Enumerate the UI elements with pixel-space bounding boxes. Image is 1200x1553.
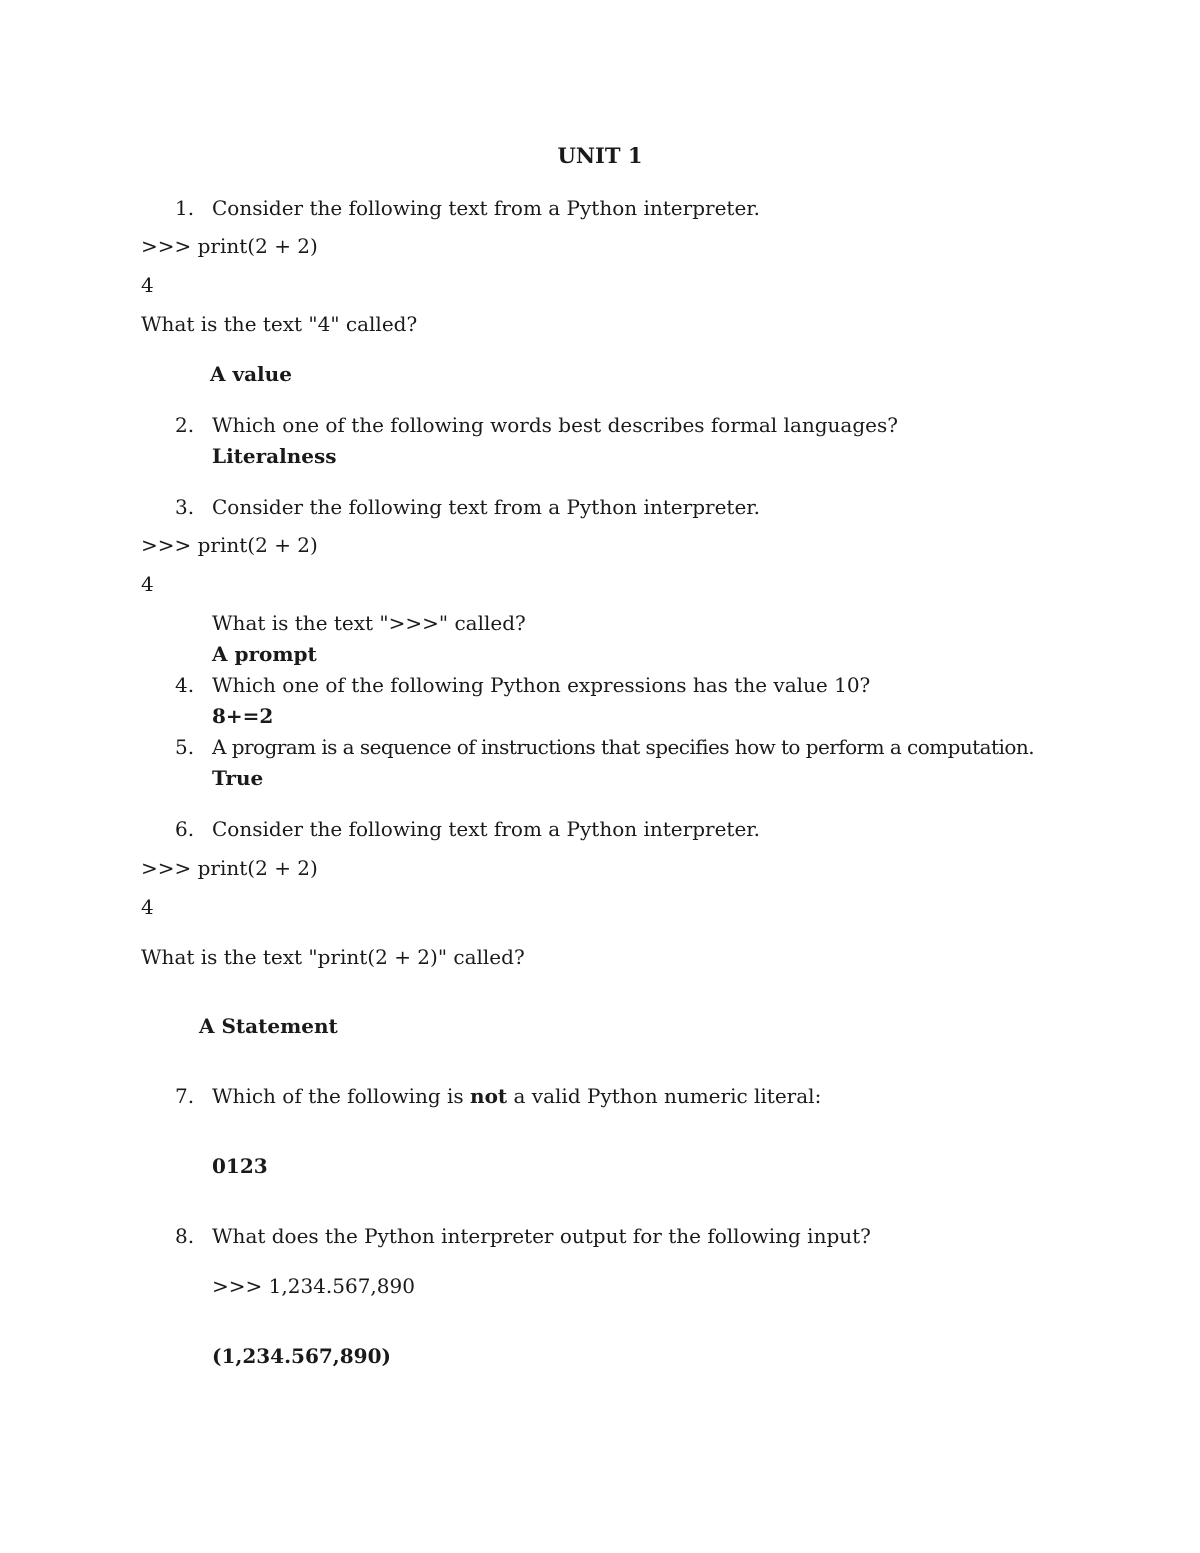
q2-number: 2. <box>175 413 195 437</box>
q8-text: What does the Python interpreter output for the following input? <box>212 1224 871 1248</box>
q6-followup: What is the text "print(2 + 2)" called? <box>141 945 525 969</box>
q4-number: 4. <box>175 673 195 697</box>
q4-answer: 8+=2 <box>212 704 274 728</box>
q3-text: Consider the following text from a Python interpreter. <box>212 495 760 519</box>
q1-number: 1. <box>175 196 195 220</box>
q4-text: Which one of the following Python expressions has the value 10? <box>212 673 871 697</box>
q5-answer: True <box>212 766 264 790</box>
q1-text: Consider the following text from a Python interpreter. <box>212 196 760 220</box>
q7-number: 7. <box>175 1084 195 1108</box>
q5-number: 5. <box>175 735 195 759</box>
q3-followup: What is the text ">>>" called? <box>212 611 526 635</box>
q7-text-emphasis: not <box>470 1084 508 1108</box>
q8-answer: (1,234.567,890) <box>212 1344 391 1368</box>
q7-answer: 0123 <box>212 1154 268 1178</box>
q6-text: Consider the following text from a Python interpreter. <box>212 817 760 841</box>
q6-answer: A Statement <box>199 1014 338 1038</box>
q5-text: A program is a sequence of instructions that specifies how to perform a computation. <box>212 735 1035 759</box>
q7-text-before: Which of the following is <box>212 1084 471 1108</box>
q8-number: 8. <box>175 1224 195 1248</box>
q7-text-after: a valid Python numeric literal: <box>507 1084 822 1108</box>
q1-answer: A value <box>210 362 292 386</box>
q6-number: 6. <box>175 817 195 841</box>
page-title: UNIT 1 <box>557 143 643 168</box>
q3-number: 3. <box>175 495 195 519</box>
q6-code-line1: >>> print(2 + 2) <box>141 856 318 880</box>
q3-code-line1: >>> print(2 + 2) <box>141 533 318 557</box>
q1-code-line1: >>> print(2 + 2) <box>141 234 318 258</box>
q7-text <box>212 1084 821 1108</box>
q1-code-line2: 4 <box>141 273 154 297</box>
q3-code-line2: 4 <box>141 572 154 596</box>
q6-code-line2: 4 <box>141 895 154 919</box>
q1-followup: What is the text "4" called? <box>141 312 418 336</box>
q8-input: >>> 1,234.567,890 <box>212 1274 415 1298</box>
q2-answer: Literalness <box>212 444 337 468</box>
q3-answer: A prompt <box>212 642 317 666</box>
q2-text: Which one of the following words best describes formal languages? <box>212 413 898 437</box>
